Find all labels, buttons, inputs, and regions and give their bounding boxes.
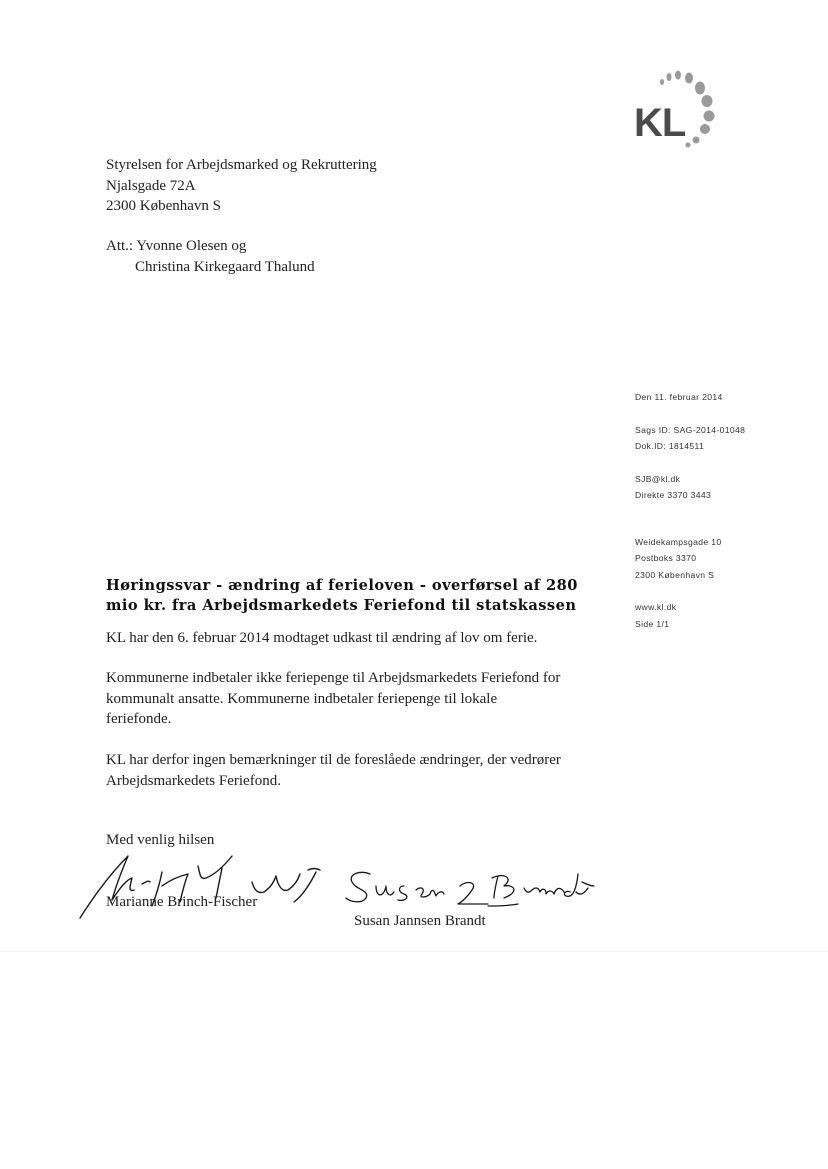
subject-line: mio kr. fra Arbejdsmarkedets Feriefond til statskassen — [106, 597, 577, 614]
paragraph-line: Arbejdsmarkedets Feriefond. — [106, 772, 281, 789]
contact-email: SJB@kl.dk — [635, 473, 681, 484]
kl-logo-icon — [628, 66, 738, 156]
signatory-name: Susan Jannsen Brandt — [354, 913, 486, 929]
paragraph-line: KL har derfor ingen bemærkninger til de foreslåede ændringer, der vedrører — [106, 752, 561, 768]
page-number: Side 1/1 — [635, 618, 670, 629]
recipient-address — [106, 155, 377, 217]
attention-block — [106, 236, 315, 277]
recipient-line: Njalsgade 72A — [106, 177, 196, 194]
signatory-name: Marianne Brinch-Fischer — [106, 894, 258, 910]
body-paragraph — [106, 668, 560, 730]
case-id: Sags ID: SAG-2014-01048 — [635, 424, 746, 435]
letter-date: Den 11. februar 2014 — [635, 392, 723, 402]
att-line: Att.: Yvonne Olesen og — [106, 238, 247, 254]
paragraph-line: KL har den 6. februar 2014 modtaget udkast til ændring af lov om ferie. — [106, 630, 538, 646]
body-paragraph — [106, 628, 537, 649]
direct-phone: Direkte 3370 3443 — [635, 490, 712, 500]
paragraph-line: kommunalt ansatte. Kommunerne indbetaler feriepenge til lokale — [106, 690, 498, 707]
recipient-line: 2300 København S — [106, 198, 221, 214]
scan-artifact-line — [0, 951, 828, 952]
subject-line: Høringssvar - ændring af ferieloven - overførsel af 280 — [106, 577, 578, 594]
reference-sidebar — [635, 389, 745, 632]
signature-susan — [338, 864, 598, 914]
letter-subject — [106, 576, 578, 616]
postbox: Postboks 3370 — [635, 553, 697, 563]
att-line: Christina Kirkegaard Thalund — [135, 258, 315, 275]
body-paragraph — [106, 750, 561, 791]
street-address: Weidekampsgade 10 — [635, 536, 722, 547]
website: www.kl.dk — [635, 602, 677, 612]
paragraph-line: Kommunerne indbetaler ikke feriepenge til Arbejdsmarkedets Feriefond for — [106, 670, 561, 686]
paragraph-line: feriefonde. — [106, 711, 172, 727]
kl-logo-text: KL — [634, 101, 686, 145]
recipient-line: Styrelsen for Arbejdsmarked og Rekruttering — [106, 157, 377, 173]
city: 2300 København S — [635, 569, 715, 580]
closing-salutation: Med venlig hilsen — [106, 832, 215, 848]
document-id: Dok.ID: 1814511 — [635, 441, 705, 451]
